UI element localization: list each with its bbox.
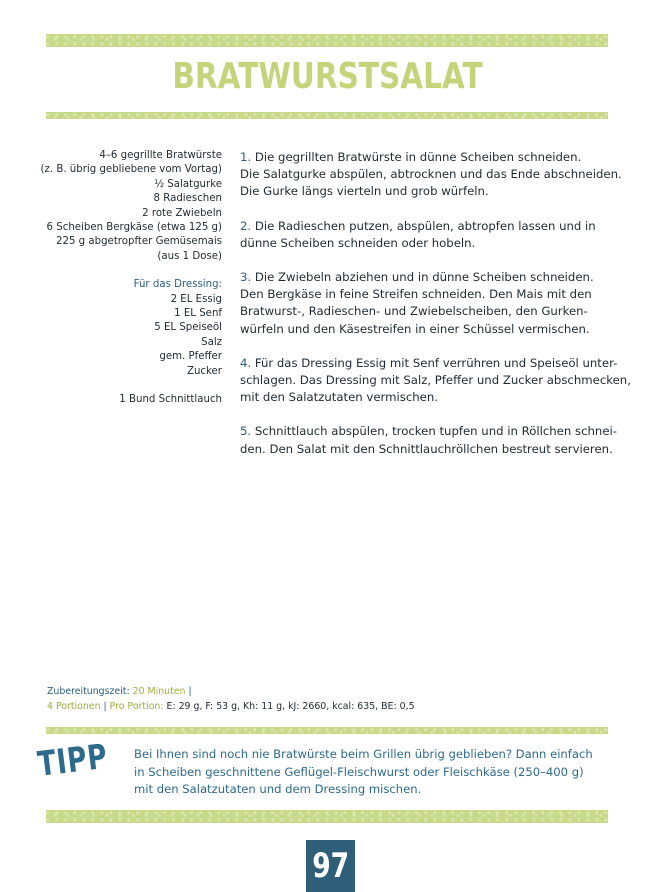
- step-text: mit den Salatzutaten vermischen.: [240, 390, 438, 405]
- tipp-label: TIPP: [35, 736, 110, 785]
- dressing-heading: Für das Dressing:: [133, 279, 222, 291]
- portions: 4 Portionen: [47, 701, 101, 712]
- ingredient-list: [40, 149, 222, 408]
- separator: |: [185, 686, 192, 697]
- instruction-step: [240, 149, 622, 201]
- ingredient-item: (z. B. übrig gebliebene vom Vortag): [40, 164, 222, 176]
- instruction-step: [240, 218, 612, 252]
- step-text: Schnittlauch abspülen, trocken tupfen und in Röllchen schnei-: [251, 424, 617, 439]
- recipe-title: BRATWURSTSALAT: [172, 56, 483, 97]
- ingredient-item: 2 rote Zwiebeln: [142, 207, 222, 219]
- dressing-item: Salz: [201, 336, 222, 348]
- prep-time-value: 20 Minuten: [132, 686, 186, 697]
- step-number: 3.: [240, 270, 252, 285]
- tipp-line: Bei Ihnen sind noch nie Bratwürste beim Grillen übrig geblieben? Dann einfach: [134, 747, 593, 761]
- instruction-step: [240, 423, 617, 457]
- step-text: Die Salatgurke abspülen, abtrocknen und das Ende abschneiden.: [240, 167, 622, 182]
- step-text: Für das Dressing Essig mit Senf verrühren und Speiseöl unter-: [251, 355, 618, 370]
- dressing-item: 5 EL Speiseöl: [154, 322, 222, 334]
- step-number: 2.: [240, 218, 252, 233]
- recipe-info: [47, 684, 415, 714]
- per-portion-label: Pro Portion:: [109, 701, 167, 712]
- ingredient-item: 8 Radieschen: [153, 193, 222, 205]
- ingredient-item: 225 g abgetropfter Gemüsemais: [55, 236, 222, 248]
- step-number: 5.: [240, 424, 252, 439]
- step-text: Die Zwiebeln abziehen und in dünne Scheiben schneiden.: [251, 270, 594, 285]
- ingredient-item: (aus 1 Dose): [157, 250, 222, 262]
- separator: |: [100, 701, 110, 712]
- tipp-top-band: [46, 727, 608, 734]
- ingredient-item: 4–6 gegrillte Bratwürste: [99, 150, 222, 161]
- step-text: Die gegrillten Bratwürste in dünne Scheiben schneiden.: [251, 150, 582, 164]
- step-number: 1.: [240, 150, 252, 164]
- tipp-line: mit den Salatzutaten und dem Dressing mischen.: [134, 782, 422, 796]
- top-decorative-band: [46, 34, 608, 47]
- nutrition-values: E: 29 g, F: 53 g, Kh: 11 g, kJ: 2660, kcal: 635, BE: 0,5: [166, 701, 415, 712]
- dressing-item: Zucker: [186, 365, 222, 377]
- step-text: Den Bergkäse in feine Streifen schneiden. Den Mais mit den: [240, 287, 592, 302]
- step-text: Die Gurke längs vierteln und grob würfeln.: [240, 184, 489, 199]
- dressing-item: gem. Pfeffer: [159, 351, 222, 363]
- tipp-line: in Scheiben geschnittene Geflügel-Fleischwurst oder Fleischkäse (250–400 g): [134, 764, 584, 779]
- prep-time-label: Zubereitungszeit:: [47, 686, 133, 697]
- instruction-step: [240, 355, 631, 407]
- ingredient-item: ½ Salatgurke: [154, 178, 222, 190]
- tipp-text: [134, 746, 593, 799]
- page-number: [306, 840, 355, 892]
- step-text: würfeln und den Käsestreifen in einer Schüssel vermischen.: [240, 321, 590, 336]
- instruction-steps: [240, 149, 631, 475]
- step-text: dünne Scheiben schneiden oder hobeln.: [240, 235, 476, 250]
- step-text: schlagen. Das Dressing mit Salz, Pfeffer und Zucker abschmecken,: [240, 373, 631, 388]
- step-text: Die Radieschen putzen, abspülen, abtropfen lassen und in: [251, 218, 596, 233]
- ingredient-item: 6 Scheiben Bergkäse (etwa 125 g): [46, 222, 222, 234]
- dressing-item: 1 EL Senf: [174, 308, 222, 320]
- step-text: den. Den Salat mit den Schnittlauchröllchen bestreut servieren.: [240, 441, 613, 456]
- step-text: Bratwurst-, Radieschen- und Zwiebelscheiben, den Gurken-: [240, 304, 588, 319]
- instruction-step: [240, 269, 612, 338]
- bottom-decorative-band: [46, 810, 608, 823]
- title-underline-band: [46, 112, 608, 119]
- dressing-item: 2 EL Essig: [170, 293, 222, 305]
- page-number-text: 97: [312, 846, 349, 886]
- step-number: 4.: [240, 355, 252, 370]
- ingredient-item: 1 Bund Schnittlauch: [119, 394, 222, 406]
